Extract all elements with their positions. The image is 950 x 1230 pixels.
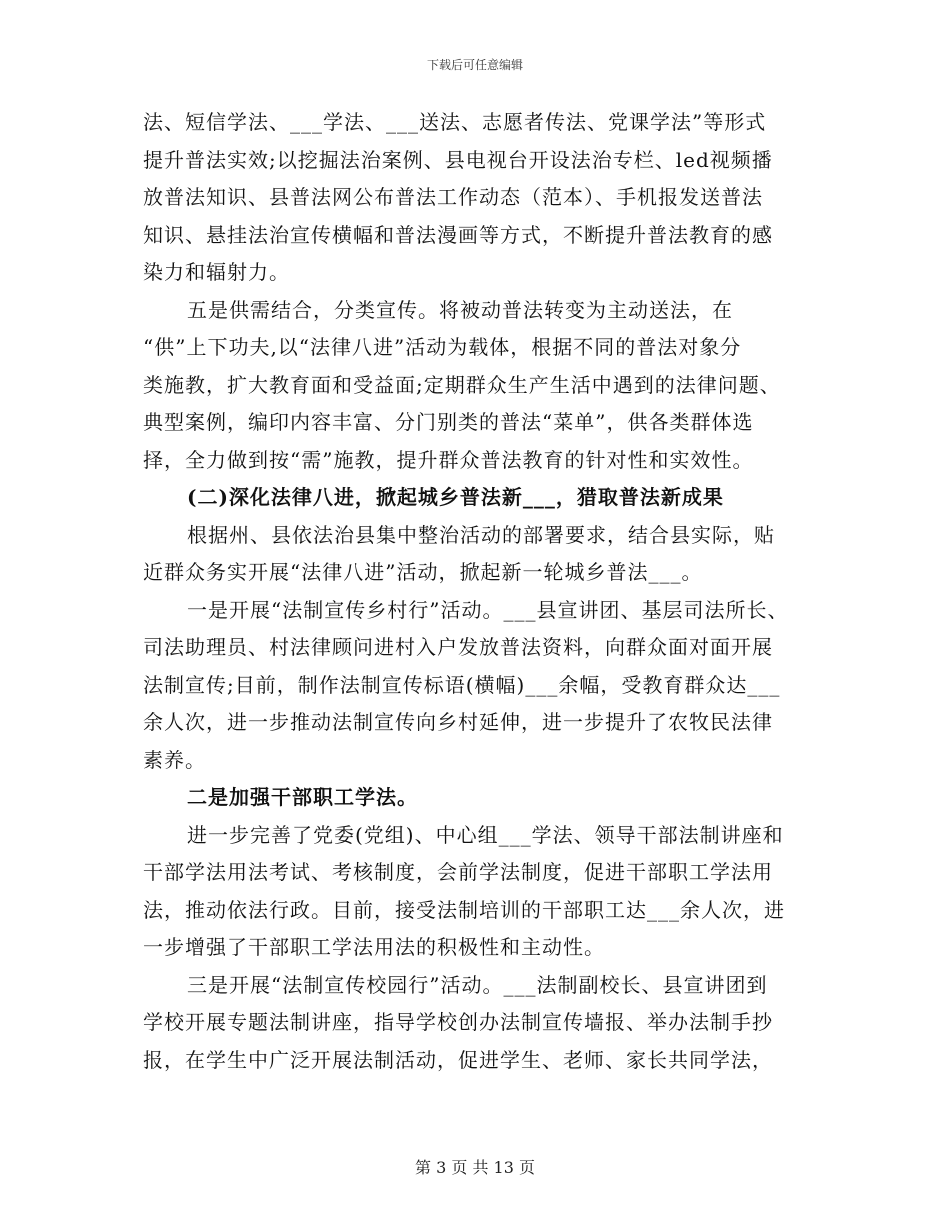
- body-line: 典型案例，编印内容丰富、分门别类的普法“菜单”，供各类群体选: [143, 410, 754, 434]
- page-header: 下载后可任意编辑: [426, 58, 523, 72]
- body-line: 司法助理员、村法律顾问进村入户发放普法资料，向群众面对面开展: [143, 635, 773, 659]
- paragraph-start: 三是开展“法制宣传校园行”活动。___法制副校长、县宣讲团到: [187, 972, 768, 997]
- body-line: 提升普法实效;以挖掘法治案例、县电视台开设法治专栏、led视频播: [143, 147, 773, 172]
- body-line: 知识、悬挂法治宣传横幅和普法漫画等方式，不断提升普法教育的感: [143, 222, 773, 247]
- body-line: 干部学法用法考试、考核制度，会前学法制度，促进干部职工学法用: [143, 860, 773, 884]
- body-line: 报，在学生中广泛开展法制活动，促进学生、老师、家长共同学法，: [143, 1047, 773, 1072]
- body-line: 择，全力做到按“需”施教，提升群众普法教育的针对性和实效性。: [143, 447, 754, 472]
- page-footer: 第 3 页 共 13 页: [415, 1158, 535, 1177]
- body-line: 学校开展专题法制讲座，指导学校创办法制宣传墙报、举办法制手抄: [143, 1010, 773, 1034]
- paragraph-start: 五是供需结合，分类宣传。将被动普法转变为主动送法，在: [187, 297, 733, 322]
- body-line: 余人次，进一步推动法制宣传向乡村延伸，进一步提升了农牧民法律: [143, 710, 773, 734]
- body-line: 法，推动依法行政。目前，接受法制培训的干部职工达___余人次，进: [143, 897, 785, 922]
- body-line: 法制宣传;目前，制作法制宣传标语(横幅)___余幅，受教育群众达___: [143, 672, 781, 697]
- body-line: 近群众务实开展“法律八进”活动，掀起新一轮城乡普法___。: [143, 560, 703, 584]
- paragraph-start: 进一步完善了党委(党组)、中心组___学法、领导干部法制讲座和: [187, 822, 784, 847]
- section-heading: (二)深化法律八进，掀起城乡普法新___，猎取普法新成果: [187, 485, 724, 509]
- paragraph-start: 一是开展“法制宣传乡村行”活动。___县宣讲团、基层司法所长、: [187, 597, 789, 622]
- paragraph-start: 根据州、县依法治县集中整治活动的部署要求，结合县实际，贴: [187, 522, 775, 547]
- body-line: 染力和辐射力。: [143, 260, 290, 284]
- document-body: [143, 104, 823, 1079]
- body-line: 一步增强了干部职工学法用法的积极性和主动性。: [143, 935, 605, 959]
- body-line: 法、短信学法、___学法、___送法、志愿者传法、党课学法”等形式: [143, 110, 767, 134]
- body-line: 放普法知识、县普法网公布普法工作动态（范本）、手机报发送普法: [143, 185, 763, 209]
- body-line: 素养。: [143, 747, 206, 772]
- subsection-heading: 二是加强干部职工学法。: [187, 785, 418, 809]
- body-line: 类施教，扩大教育面和受益面;定期群众生产生活中遇到的法律问题、: [143, 372, 781, 397]
- body-line: “供”上下功夫,以“法律八进”活动为载体，根据不同的普法对象分: [143, 335, 742, 359]
